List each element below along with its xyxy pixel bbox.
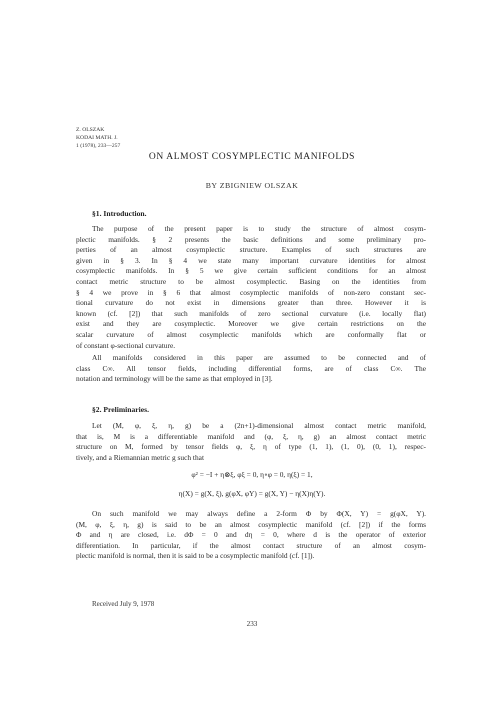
page-number: 233 — [246, 620, 258, 628]
text-line: that is, M is a differentiable manifold and (φ, ξ, η, g) an almost contact metric — [76, 431, 426, 441]
text-line: given in § 3. In § 4 we state many important curvature identities for almost — [76, 255, 426, 265]
preliminaries-paragraph-1 — [76, 421, 426, 463]
paper-title: ON ALMOST COSYMPLECTIC MANIFOLDS — [148, 152, 356, 162]
section-heading-preliminaries: §2. Preliminaries. — [92, 405, 150, 414]
introduction-paragraph-1 — [76, 224, 426, 351]
text-line: structure on M, formed by tensor fields φ, ξ, η of type (1, 1), (1, 0), (0, 1), respec- — [76, 442, 426, 452]
text-line: perties of an almost cosymplectic structure. Examples of such structures are — [76, 245, 426, 255]
text-line: known (cf. [2]) that such manifolds of zero sectional curvature (i.e. locally flat) — [76, 308, 426, 318]
text-line: differentiation. In particular, if the almost contact structure of an almost cosym- — [76, 540, 426, 550]
text-line: contact metric structure to be almost cosymplectic. Basing on the identities from — [76, 276, 426, 286]
author-byline: BY ZBIGNIEW OLSZAK — [205, 181, 299, 190]
text-line: Let (M, φ, ξ, η, g) be a (2n+1)-dimensional almost contact metric manifold, — [92, 421, 426, 430]
journal-header — [76, 127, 120, 150]
text-line: All manifolds considered in this paper are assumed to be connected and of — [92, 353, 426, 362]
text-line: tional curvature do not exist in dimensions greater than three. However it is — [76, 298, 426, 308]
section-heading-introduction: §1. Introduction. — [92, 209, 147, 218]
introduction-paragraph-2 — [76, 353, 426, 385]
text-line: class C∞. All tensor fields, including differential forms, are of class C∞. The — [76, 363, 426, 373]
text-line: notation and terminology will be the same as that employed in [3]. — [76, 374, 273, 384]
text-line: plectic manifolds. § 2 presents the basic definitions and some preliminary pro- — [76, 234, 426, 244]
text-line: exist and they are cosymplectic. Moreover we give certain restrictions on the — [76, 319, 426, 329]
text-line: tively, and a Riemannian metric g such that — [76, 452, 204, 462]
header-author: Z. OLSZAK — [76, 127, 105, 133]
header-volume: 1 (1978), 233—257 — [76, 142, 121, 149]
text-line: cosymplectic manifolds. In § 5 we give certain sufficient conditions for an almost — [76, 266, 426, 276]
text-line: Φ and η are closed, i.e. dΦ = 0 and dη = 0, where d is the operator of exterior — [76, 530, 426, 540]
received-date: Received July 9, 1978 — [92, 600, 155, 608]
preliminaries-paragraph-2 — [76, 509, 426, 562]
text-line: On such manifold we may always define a 2-form Φ by Φ(X, Y) = g(φX, Y). — [92, 509, 426, 518]
equation-2: η(X) = g(X, ξ), g(φX, φY) = g(X, Y) − η(X)η(Y). — [178, 489, 326, 498]
text-line: The purpose of the present paper is to study the structure of almost cosym- — [92, 224, 426, 233]
text-line: scalar curvature of almost cosymplectic manifolds which are conformally flat or — [76, 329, 426, 339]
header-journal: KODAI MATH. J. — [76, 134, 118, 141]
text-line: plectic manifold is normal, then it is said to be a cosymplectic manifold (cf. [1]). — [76, 551, 315, 561]
text-line: § 4 we prove in § 6 that almost cosymplectic manifolds of non-zero constant sec- — [76, 287, 426, 297]
equation-1: φ² = −I + η⊗ξ, φξ = 0, η∘φ = 0, η(ξ) = 1, — [191, 470, 313, 479]
text-line: (M, φ, ξ, η, g) is said to be an almost cosymplectic manifold (cf. [2]) if the forms — [76, 519, 426, 529]
text-line: of constant φ-sectional curvature. — [76, 340, 176, 350]
